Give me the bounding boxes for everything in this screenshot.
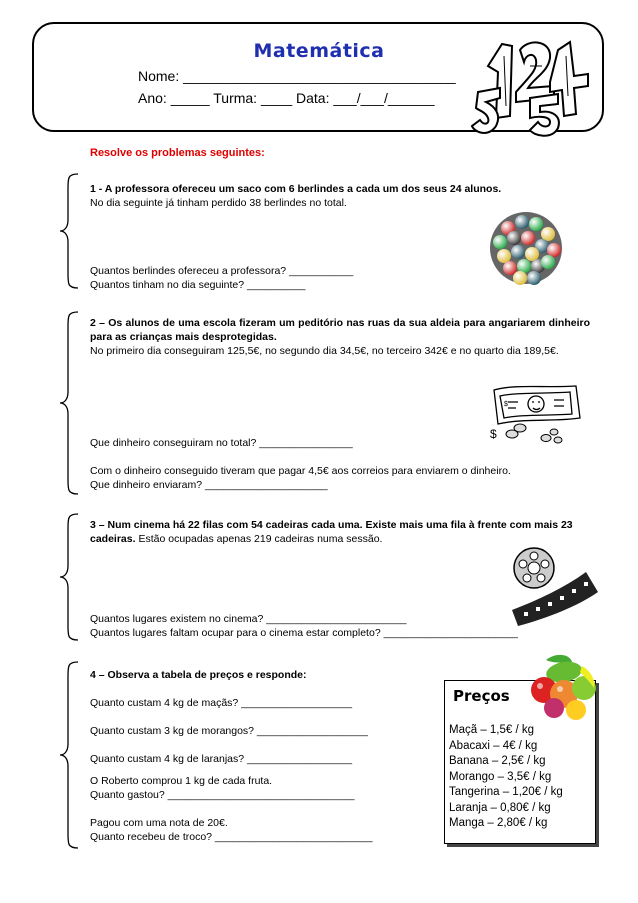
problem-2-q2: Que dinheiro enviaram? _____________________ <box>90 479 328 491</box>
brace-2 <box>58 310 80 496</box>
problem-4-q5-block <box>90 816 430 844</box>
problem-4-q3-block <box>90 752 430 766</box>
price-item: Morango – 3,5€ / kg <box>449 770 552 783</box>
price-item: Maçã – 1,5€ / kg <box>449 724 535 736</box>
problem-4-q4-block <box>90 774 430 802</box>
price-item: Banana – 2,5€ / kg <box>449 755 546 767</box>
svg-text:$: $ <box>504 401 508 408</box>
problem-3-heading: 3 – Num cinema há 22 filas com 54 cadeiras cada uma. Existe mais uma fila à frente com mais 23 cadeiras. <box>90 519 573 545</box>
problem-3-q2: Quantos lugares faltam ocupar para o cinema estar completo? _______________________ <box>90 627 518 639</box>
problem-4-q3: Quanto custam 4 kg de laranjas? __________________ <box>90 753 353 765</box>
problem-1-heading: 1 - A professora ofereceu um saco com 6 berlindes a cada um dos seus 24 alunos. <box>90 183 502 195</box>
problem-2-text: No primeiro dia conseguiram 125,5€, no segundo dia 34,5€, no terceiro 342€ e no quarto dia 189,5€. <box>90 345 559 357</box>
problem-4-heading: 4 – Observa a tabela de preços e responde: <box>90 669 307 681</box>
fruit-clipart <box>526 652 600 722</box>
problem-1-q1: Quantos berlindes ofereceu a professora? ___________ <box>90 265 354 277</box>
class-date-line: Ano: _____ Turma: ____ Data: ___/___/______ <box>138 90 435 106</box>
money-clipart <box>484 384 584 450</box>
problem-3-text: Estão ocupadas apenas 219 cadeiras numa sessão. <box>135 533 383 545</box>
marbles-clipart <box>486 208 566 288</box>
problem-2-text2: Com o dinheiro conseguido tiveram que pagar 4,5€ aos correios para enviarem o dinheiro. <box>90 465 511 477</box>
price-item: Abacaxi – 4€ / kg <box>449 739 538 752</box>
brace-1 <box>58 172 80 290</box>
problem-4-q2: Quanto custam 3 kg de morangos? ___________________ <box>90 725 368 737</box>
problem-4-q4a: O Roberto comprou 1 kg de cada fruta. <box>90 775 273 787</box>
price-item: Tangerina – 1,20€ / kg <box>449 786 563 798</box>
problem-4-q5b: Quanto recebeu de troco? ___________________________ <box>90 831 373 843</box>
problem-4-q1: Quanto custam 4 kg de maçãs? ___________________ <box>90 697 353 709</box>
film-reel-clipart <box>508 540 602 626</box>
problem-2 <box>90 316 590 358</box>
problem-4 <box>90 668 430 682</box>
problem-4-q2-block <box>90 724 430 738</box>
problem-1-q2: Quantos tinham no dia seguinte? __________ <box>90 279 306 291</box>
problem-1-text: No dia seguinte já tinham perdido 38 berlindes no total. <box>90 197 347 209</box>
problem-1 <box>90 182 590 210</box>
problem-4-q1-block <box>90 696 430 710</box>
prices-list <box>449 723 563 832</box>
problem-2-heading: 2 – Os alunos de uma escola fizeram um peditório nas ruas da sua aldeia para angariarem dinheiro para as crianças mais desprotegidas. <box>90 317 590 343</box>
problem-4-q5a: Pagou com uma nota de 20€. <box>90 817 228 829</box>
numbers-clipart <box>470 36 600 140</box>
problem-2-q1: Que dinheiro conseguiram no total? ________________ <box>90 437 353 449</box>
worksheet-title: Matemática <box>253 40 385 62</box>
name-line: Nome: ___________________________________ <box>138 68 456 84</box>
prices-title: Preços <box>453 687 510 705</box>
price-item: Laranja – 0,80€ / kg <box>449 801 551 814</box>
instructions: Resolve os problemas seguintes: <box>90 147 265 159</box>
brace-3 <box>58 512 80 642</box>
problem-2-q2-block <box>90 464 590 492</box>
svg-text:$: $ <box>490 427 497 441</box>
brace-4 <box>58 660 80 850</box>
problem-4-q4b: Quanto gastou? ________________________________ <box>90 789 355 801</box>
problem-3-q1: Quantos lugares existem no cinema? ________________________ <box>90 613 407 625</box>
price-item: Manga – 2,80€ / kg <box>449 817 548 829</box>
